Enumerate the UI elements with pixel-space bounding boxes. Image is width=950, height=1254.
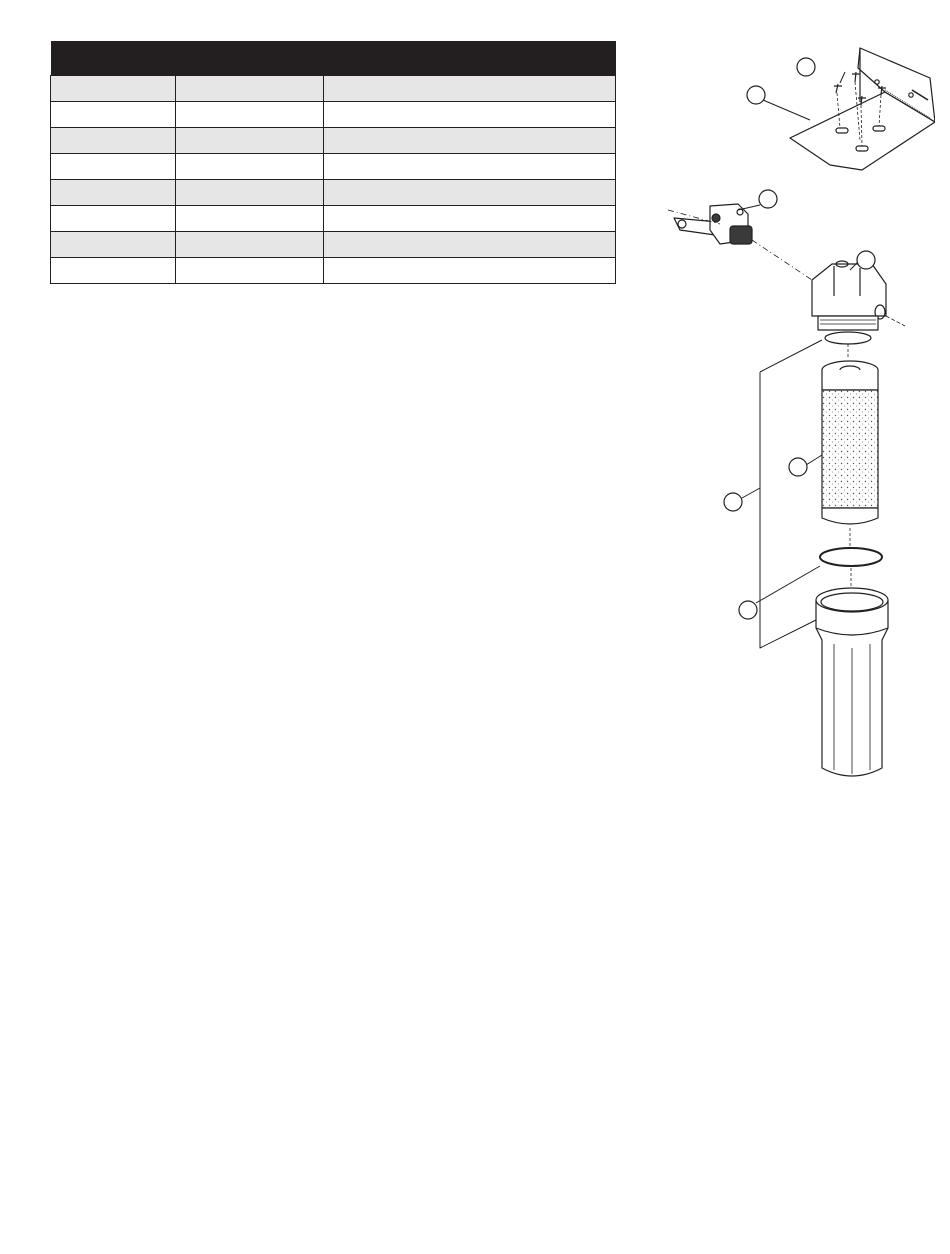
table-header-row	[51, 41, 616, 76]
table-row	[51, 102, 616, 128]
table-cell	[324, 154, 616, 180]
table-cell	[51, 102, 176, 128]
table-cell	[324, 76, 616, 102]
table-cell	[324, 180, 616, 206]
table-cell	[51, 206, 176, 232]
table-cell	[324, 258, 616, 284]
filter-head	[812, 261, 905, 330]
table-cell	[324, 102, 616, 128]
table-row	[51, 232, 616, 258]
filter-cartridge	[822, 361, 878, 524]
table-cell	[176, 258, 324, 284]
top-o-ring	[825, 332, 871, 344]
table-row	[51, 258, 616, 284]
table-cell	[176, 154, 324, 180]
table-cell	[176, 102, 324, 128]
table-cell	[51, 258, 176, 284]
filter-exploded-diagram	[655, 40, 935, 780]
table-cell	[176, 206, 324, 232]
table-cell	[176, 76, 324, 102]
table-cell	[51, 128, 176, 154]
table-header-cell	[324, 41, 616, 76]
table-cell	[176, 232, 324, 258]
bottom-o-ring	[820, 548, 882, 566]
bypass-valve	[668, 204, 812, 280]
table-cell	[176, 180, 324, 206]
table-cell	[324, 232, 616, 258]
table-row	[51, 76, 616, 102]
table-cell	[324, 128, 616, 154]
table-row	[51, 128, 616, 154]
table-cell	[51, 154, 176, 180]
table-row	[51, 180, 616, 206]
parts-table	[50, 41, 616, 284]
table-row	[51, 206, 616, 232]
table-cell	[51, 76, 176, 102]
table-cell	[51, 232, 176, 258]
table-row	[51, 154, 616, 180]
table-cell	[176, 128, 324, 154]
table-header-cell	[176, 41, 324, 76]
filter-housing	[816, 588, 888, 776]
table-cell	[51, 180, 176, 206]
table-header-cell	[51, 41, 176, 76]
table-cell	[324, 206, 616, 232]
